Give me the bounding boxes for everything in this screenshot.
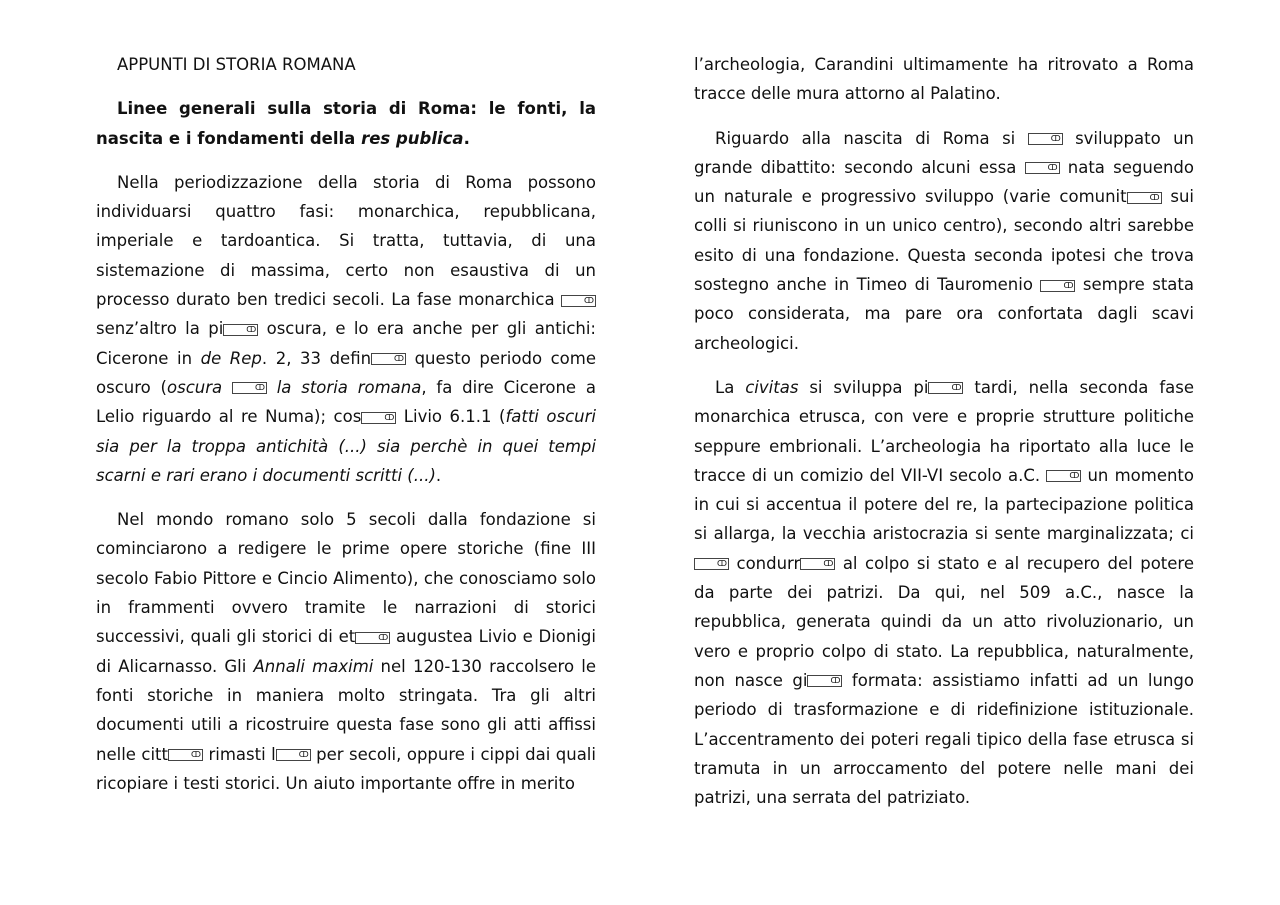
document-heading [96,50,596,79]
text-run: formata: assistiamo infatti ad un lungo periodo di trasformazione e di ridefinizione istituzionale. L’accentramento dei poteri regali tipico della fase etrusca si tramuta in un arroccamento del potere nelle mani dei patrizi, una serrata del patriziato. [694,670,1194,808]
text-run: Nel mondo romano solo 5 secoli dalla fondazione si cominciarono a redigere le prime opere storiche (fine III secolo Fabio Pittore e Cincio Alimento), che conosciamo solo in frammenti ovvero tramite le narrazioni di storici successivi, quali gli storici di et [96,510,596,647]
text-run: per secoli, oppure i cippi dai quali ricopiare i testi storici. Un aiuto importante offre in merito [96,744,596,793]
text-run: si sviluppa pi [798,377,929,397]
text-run: Nella periodizzazione della storia di Roma possono individuarsi quattro fasi: monarchica, repubblicana, imperiale e tardoantica. Si tratta, tuttavia, di una sistemazione di massima, certo non esaustiva di un processo durato ben tredici secoli. La fase monarchica [96,172,596,310]
left-column [96,50,596,813]
text-run: Riguardo alla nascita di Roma si [715,128,1028,148]
missing-glyph-icon: ↀ [361,412,396,424]
text-run: nel 120-130 raccolsero le fonti storiche in maniera molto stringata. Tra gli altri documenti utili a ricostruire questa fase sono gli atti affissi nelle citt [96,656,596,764]
text-run: . 2, 33 defin [261,348,372,368]
italic-run: fatti oscuri sia per la troppa antichità (...) sia perchè in quei tempi scarni e rari erano i documenti scritti (...) [96,407,596,485]
text-run: l’archeologia, Carandini ultimamente ha ritrovato a Roma tracce delle mura attorno al Palatino. [694,55,1194,104]
text-run: un momento in cui si accentua il potere del re, la partecipazione politica si allarga, la vecchia aristocrazia si sente marginalizzata; ci [694,465,1194,544]
missing-glyph-icon: ↀ [276,749,311,761]
text-run: La [715,377,746,397]
missing-glyph-icon: ↀ [800,558,835,570]
italic-run: de Rep [200,348,262,368]
text-run: Livio 6.1.1 ( [396,407,506,427]
missing-glyph-icon: ↀ [694,558,729,570]
subtitle-italic: res publica [361,128,464,148]
document-subtitle [96,94,596,153]
subtitle-text: Linee generali sulla storia di Roma: le fonti, la nascita e i fondamenti della [96,99,596,148]
text-run: al colpo si stato e al recupero del potere da parte dei patrizi. Da qui, nel 509 a.C., nasce la repubblica, generata quindi da un atto rivoluzionario, un vero e proprio colpo di stato. La repubblica, naturalmente, non nasce gi [694,553,1195,690]
text-run: nata seguendo un naturale e progressivo sviluppo (varie comunit [694,157,1194,207]
paragraph-birth-of-rome [694,124,1194,358]
heading-text: APPUNTI DI STORIA ROMANA [117,55,356,74]
paragraph-civitas [694,373,1194,812]
missing-glyph-icon: ↀ [371,353,406,365]
paragraph-periodization [96,168,596,490]
text-run: , fa dire Cicerone a Lelio riguardo al re Numa); cos [96,377,596,427]
missing-glyph-icon: ↀ [928,382,963,394]
text-run: augustea Livio e Dionigi di Alicarnasso. Gli [96,627,596,676]
missing-glyph-icon: ↀ [355,632,390,644]
text-run: sui colli si riuniscono in un unico centro), secondo altri sarebbe esito di una fondazione. Questa seconda ipotesi che trova sostegno anche in Timeo di Tauromenio [694,187,1194,295]
missing-glyph-icon: ↀ [561,295,596,307]
subtitle-end: . [463,128,470,148]
text-run: sviluppato un grande dibattito: secondo alcuni essa [694,128,1195,177]
italic-run: Annali maximi [253,656,374,676]
missing-glyph-icon: ↀ [1127,192,1162,204]
italic-run: oscura [167,377,232,397]
text-run: oscura, e lo era anche per gli antichi: Cicerone in [96,319,596,368]
text-run: senz’altro la pi [96,319,224,339]
missing-glyph-icon: ↀ [807,675,842,687]
text-run: questo periodo come oscuro ( [96,348,596,397]
missing-glyph-icon: ↀ [1046,470,1081,482]
paragraph-sources [96,505,596,798]
text-run: . [435,465,442,485]
missing-glyph-icon: ↀ [1028,133,1063,145]
missing-glyph-icon: ↀ [168,749,203,761]
text-run: sempre stata poco considerata, ma pare ora confortata dagli scavi archeologici. [694,275,1194,353]
missing-glyph-icon: ↀ [223,324,258,336]
italic-run: la storia romana [266,377,422,397]
missing-glyph-icon: ↀ [1025,162,1060,174]
missing-glyph-icon: ↀ [1040,280,1075,292]
paragraph-archeology [694,50,1194,109]
missing-glyph-icon: ↀ [232,382,267,394]
text-run: tardi, nella seconda fase monarchica etrusca, con vere e proprie strutture politiche seppure embrionali. L’archeologia ha riportato alla luce le tracce di un comizio del VII-VI secolo a.C. [694,377,1194,485]
italic-run: civitas [745,377,799,397]
text-run: rimasti l [202,744,276,764]
right-column [694,50,1194,827]
text-run: condurr [728,553,801,573]
